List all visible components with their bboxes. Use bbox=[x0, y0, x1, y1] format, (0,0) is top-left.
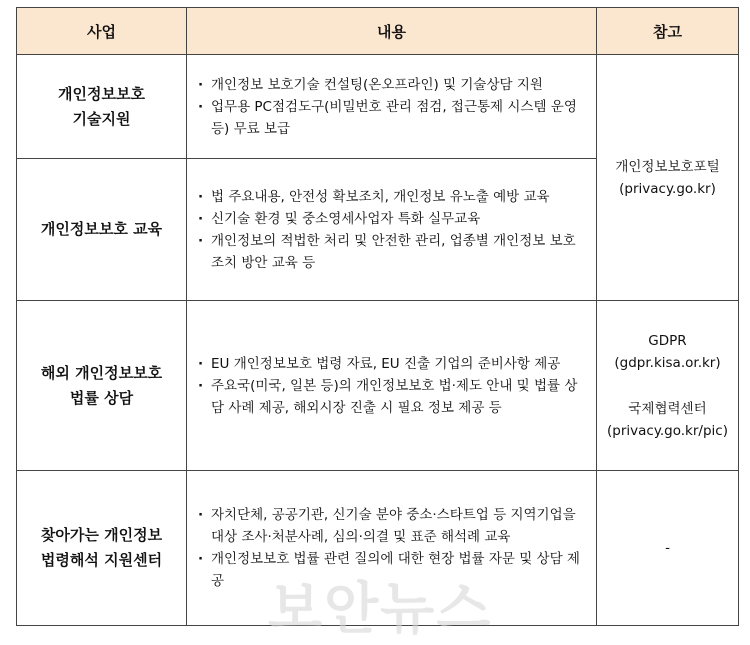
business-line: 개인정보보호 교육 bbox=[40, 220, 163, 238]
business-line: 해외 개인정보보호 bbox=[40, 363, 163, 382]
reference-cell bbox=[597, 471, 739, 626]
business-line: 기술지원 bbox=[72, 109, 131, 128]
list-item: · 업무용 PC점검도구(비밀번호 관리 점검, 접근통제 시스템 운영 등) 무료 보급 bbox=[195, 96, 588, 140]
content-list bbox=[195, 504, 588, 592]
list-item: · 신기술 환경 및 중소영세사업자 특화 실무교육 bbox=[195, 208, 588, 230]
list-item: · 개인정보보호 법률 관련 질의에 대한 현장 법률 자문 및 상담 제공 bbox=[195, 548, 588, 592]
content-list bbox=[195, 74, 588, 140]
business-cell bbox=[17, 55, 187, 159]
reference-line: 개인정보보호포털 bbox=[615, 158, 720, 175]
header-business: 사업 bbox=[17, 8, 187, 55]
content-list bbox=[195, 186, 588, 274]
list-item: · 개인정보 보호기술 컨설팅(온오프라인) 및 기술상담 지원 bbox=[195, 74, 588, 96]
header-content: 내용 bbox=[187, 8, 597, 55]
business-line: 법률 상담 bbox=[69, 388, 134, 407]
reference-line: - bbox=[665, 540, 670, 556]
business-cell bbox=[17, 471, 187, 626]
reference-spacer bbox=[597, 374, 738, 398]
business-cell bbox=[17, 159, 187, 301]
list-item: · 자치단체, 공공기관, 신기술 분야 중소·스타트업 등 지역기업을 대상 조사·처분사례, 심의·의결 및 표준 해석례 교육 bbox=[195, 504, 588, 548]
list-item: · 주요국(미국, 일본 등)의 개인정보보호 법·제도 안내 및 법률 상담 사례 제공, 해외시장 진출 시 필요 정보 제공 등 bbox=[195, 375, 588, 419]
table-row bbox=[17, 471, 739, 626]
reference-line: (privacy.go.kr/pic) bbox=[607, 422, 728, 439]
table-row bbox=[17, 55, 739, 159]
list-item: · 법 주요내용, 안전성 확보조치, 개인정보 유노출 예방 교육 bbox=[195, 186, 588, 208]
table-row bbox=[17, 301, 739, 471]
header-row bbox=[17, 8, 739, 55]
reference-line: 국제협력센터 bbox=[628, 400, 707, 417]
content-cell bbox=[187, 471, 597, 626]
list-item: · 개인정보의 적법한 처리 및 안전한 관리, 업종별 개인정보 보호 조치 방안 교육 등 bbox=[195, 230, 588, 274]
business-cell bbox=[17, 301, 187, 471]
reference-cell bbox=[597, 55, 739, 301]
reference-line: (privacy.go.kr) bbox=[619, 180, 716, 197]
business-table bbox=[16, 7, 739, 626]
business-line: 법령해석 지원센터 bbox=[40, 551, 163, 569]
watermark: 보안뉴스 bbox=[268, 577, 493, 642]
content-cell bbox=[187, 301, 597, 471]
business-line: 개인정보보호 bbox=[58, 84, 145, 103]
content-cell bbox=[187, 55, 597, 159]
reference-line: (gdpr.kisa.or.kr) bbox=[614, 354, 721, 371]
reference-cell bbox=[597, 301, 739, 471]
content-list bbox=[195, 353, 588, 419]
business-line: 찾아가는 개인정보 bbox=[40, 526, 163, 544]
content-cell bbox=[187, 159, 597, 301]
list-item: · EU 개인정보보호 법령 자료, EU 진출 기업의 준비사항 제공 bbox=[195, 353, 588, 375]
header-reference: 참고 bbox=[597, 8, 739, 55]
reference-line: GDPR bbox=[648, 332, 687, 349]
